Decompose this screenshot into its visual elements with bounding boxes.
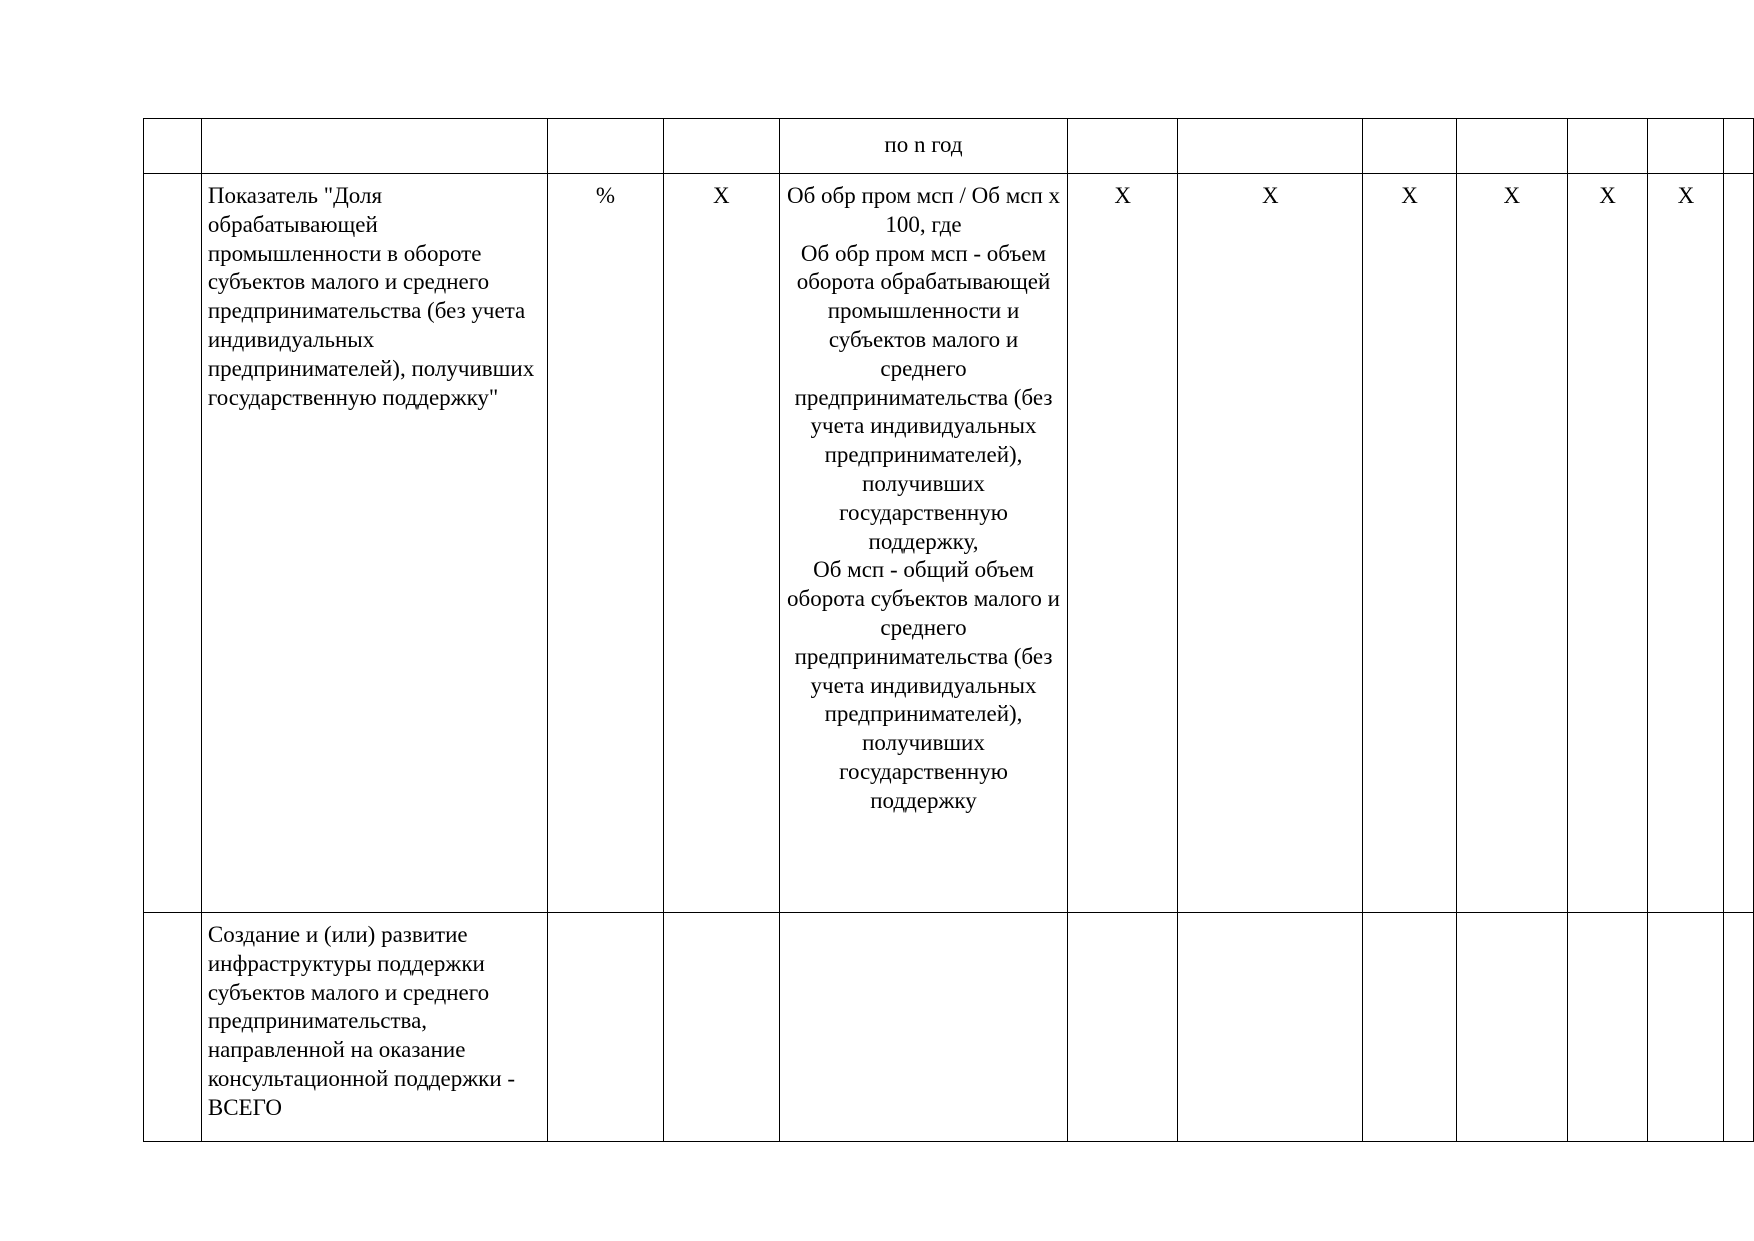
table-row-infrastructure [144, 913, 1754, 1142]
infrastructure-name-cell [201, 913, 547, 1142]
table-cell [1363, 174, 1456, 913]
formula-cell [779, 174, 1067, 913]
table-cell [1724, 174, 1754, 913]
table-cell [1648, 913, 1724, 1142]
table-cell [663, 119, 779, 174]
table-cell [1567, 913, 1648, 1142]
x-mark: X [1401, 183, 1418, 208]
unit-cell [548, 174, 664, 913]
table-cell [1456, 913, 1567, 1142]
table-cell [1068, 913, 1178, 1142]
table-cell [1178, 174, 1363, 913]
table-cell [1178, 913, 1363, 1142]
table-cell [1456, 119, 1567, 174]
infrastructure-name-text: Создание и (или) развитие инфраструктуры поддержки субъектов малого и среднего предпринимательства, направленной на оказание консультационной поддержки - ВСЕГО [207, 922, 516, 1120]
unit-text: % [595, 183, 616, 208]
table-row-indicator [144, 174, 1754, 913]
indicator-name-cell [201, 174, 547, 913]
table-cell [1648, 174, 1724, 913]
table-cell [1724, 119, 1754, 174]
table-cell [1068, 174, 1178, 913]
table-cell [1567, 119, 1648, 174]
table-cell [779, 913, 1067, 1142]
formula-header-text: по n год [884, 132, 963, 157]
table-cell [663, 913, 779, 1142]
table-cell [201, 119, 547, 174]
table-cell [1648, 119, 1724, 174]
table-cell [144, 119, 202, 174]
table-cell [663, 174, 779, 913]
formula-text: Об обр пром мсп / Об мсп x 100, где Об обр пром мсп - объем оборота обрабатывающей промышленности и субъектов малого и среднего предпринимательства (без учета индивидуальных предпринимателей), получивших государственную поддержку, Об мсп - общий объем оборота субъектов малого и среднего предпринимательства (без учета индивидуальных предпринимателей), получивших государственную поддержку [786, 183, 1061, 813]
table-cell [1363, 913, 1456, 1142]
table-cell [1178, 119, 1363, 174]
x-mark: X [1261, 183, 1279, 208]
table-cell [1567, 174, 1648, 913]
table-cell [1456, 174, 1567, 913]
x-mark: X [713, 183, 730, 208]
table-cell [144, 913, 202, 1142]
table-cell [1724, 913, 1754, 1142]
x-mark: X [1599, 183, 1616, 208]
table-header-row [144, 119, 1754, 174]
x-mark: X [1503, 183, 1521, 208]
table-cell [548, 119, 664, 174]
formula-header-cell [779, 119, 1067, 174]
table-cell [1363, 119, 1456, 174]
table-cell [144, 174, 202, 913]
x-mark: X [1677, 183, 1695, 208]
x-mark: X [1114, 183, 1132, 208]
indicator-name-text: Показатель "Доля обрабатывающей промышленности в обороте субъектов малого и среднего предпринимательства (без учета индивидуальных предпринимателей), получивших государственную поддержку" [207, 183, 535, 410]
indicator-table [143, 118, 1754, 1142]
table-cell [548, 913, 664, 1142]
table-cell [1068, 119, 1178, 174]
